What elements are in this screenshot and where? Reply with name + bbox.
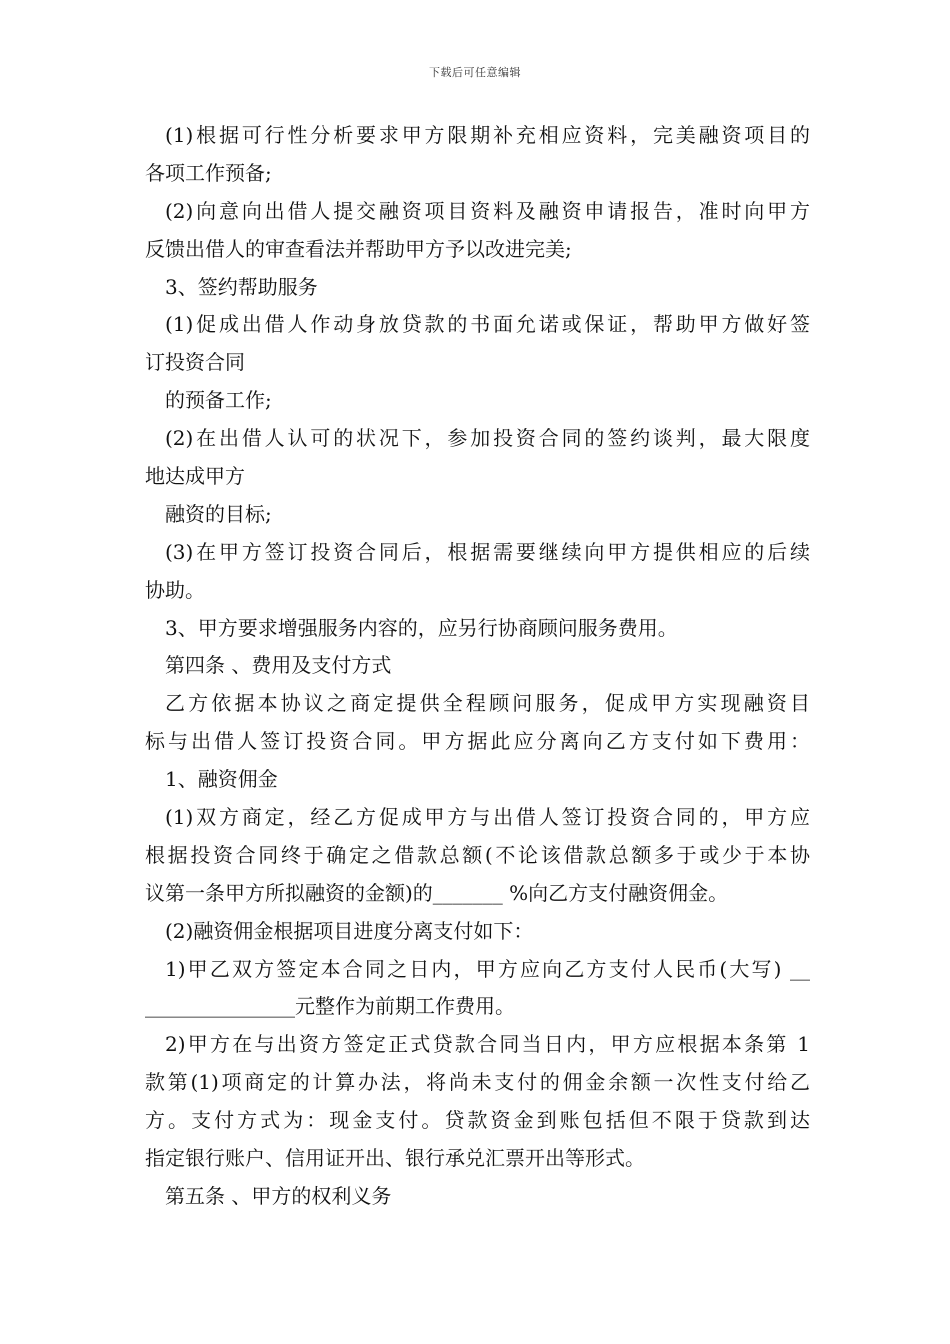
- text-line: (2)在出借人认可的状况下，参加投资合同的签约谈判，最大限度: [165, 426, 810, 451]
- text-line: 议第一条甲方所拟融资的金额)的_______ %向乙方支付融资佣金。: [145, 880, 729, 905]
- text-line: 订投资合同: [145, 350, 245, 375]
- document-body: [145, 117, 810, 1216]
- text-line: 反馈出借人的审查看法并帮助甲方予以改进完美;: [145, 236, 572, 261]
- text-line: 地达成甲方: [145, 464, 245, 489]
- text-line: (3)在甲方签订投资合同后，根据需要继续向甲方提供相应的后续: [165, 539, 810, 564]
- text-line: 根据投资合同终于确定之借款总额(不论该借款总额多于或少于本协: [145, 842, 810, 867]
- text-line: 2)甲方在与出资方签定正式贷款合同当日内，甲方应根据本条第 1: [165, 1032, 810, 1057]
- text-line: 的预备工作;: [165, 388, 272, 413]
- text-line: 3、甲方要求增强服务内容的，应另行协商顾问服务费用。: [165, 615, 678, 640]
- text-line: (2)向意向出借人提交融资项目资料及融资申请报告，准时向甲方: [165, 198, 810, 223]
- text-line: (1)促成出借人作动身放贷款的书面允诺或保证，帮助甲方做好签: [165, 312, 810, 337]
- text-line: 1)甲乙双方签定本合同之日内，甲方应向乙方支付人民币(大写) __: [165, 956, 810, 981]
- text-line: 协助。: [145, 577, 205, 602]
- text-line: (1)根据可行性分析要求甲方限期补充相应资料，完美融资项目的: [165, 123, 810, 147]
- text-line: 标与出借人签订投资合同。甲方据此应分离向乙方支付如下费用：: [145, 729, 810, 754]
- text-line: 乙方依据本协议之商定提供全程顾问服务，促成甲方实现融资目: [165, 691, 810, 716]
- text-line: 款第(1)项商定的计算办法，将尚未支付的佣金余额一次性支付给乙: [145, 1070, 810, 1095]
- article-heading: 第四条 、费用及支付方式: [165, 653, 392, 678]
- text-line: (2)融资佣金根据项目进度分离支付如下：: [165, 918, 534, 943]
- section-heading: 1、融资佣金: [165, 767, 278, 792]
- text-line: (1)双方商定，经乙方促成甲方与出借人签订投资合同的，甲方应: [165, 805, 810, 830]
- article-heading: 第五条 、甲方的权利义务: [165, 1183, 392, 1208]
- text-line: _______________元整作为前期工作费用。: [145, 994, 515, 1019]
- text-line: 方。支付方式为：现金支付。贷款资金到账包括但不限于贷款到达: [145, 1108, 810, 1133]
- text-line: 融资的目标;: [165, 501, 272, 526]
- section-heading: 3、签约帮助服务: [165, 274, 318, 299]
- text-line: 指定银行账户、信用证开出、银行承兑汇票开出等形式。: [145, 1146, 645, 1171]
- text-line: 各项工作预备;: [145, 160, 272, 185]
- page-header: 下载后可任意编辑: [429, 66, 521, 79]
